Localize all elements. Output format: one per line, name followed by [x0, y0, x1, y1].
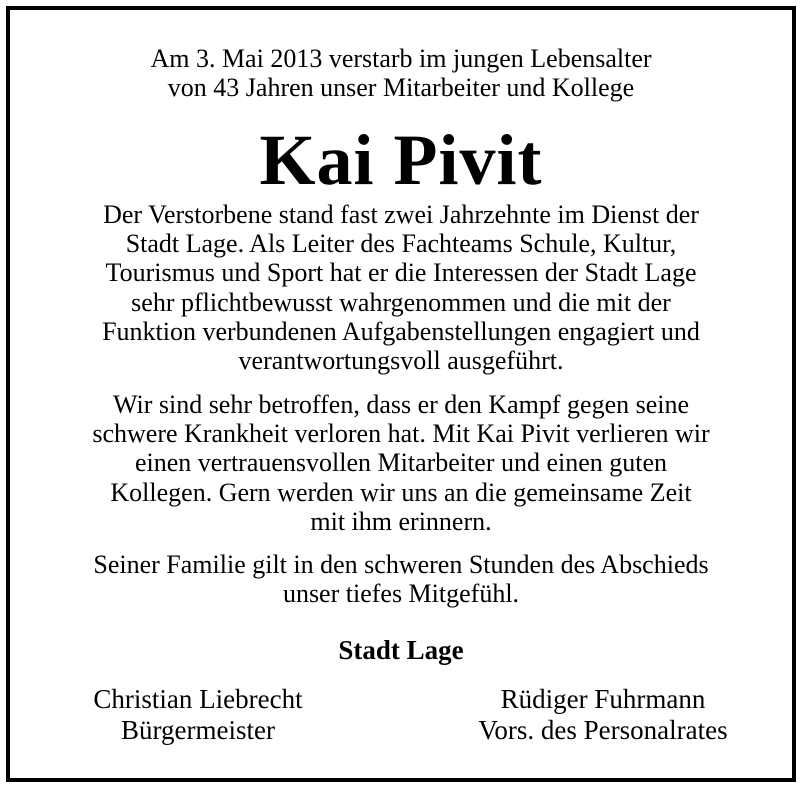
text-line: Seiner Familie gilt in den schweren Stunden des Abschieds [93, 550, 709, 579]
text-line: einen vertrauensvollen Mitarbeiter und einen guten [134, 448, 668, 478]
text-line: Stadt Lage. Als Leiter des Fachteams Schule, Kultur, [125, 229, 677, 259]
text-line: sehr pflichtbewusst wahrgenommen und die mit der [131, 287, 671, 317]
signer-name: Christian Liebrecht [93, 684, 303, 714]
text-line: schwere Krankheit verloren hat. Mit Kai Pivit verlieren wir [92, 419, 710, 449]
paragraph-service [10, 200, 792, 375]
text-line: Der Verstorbene stand fast zwei Jahrzehnte im Dienst der [103, 200, 699, 229]
signer-name: Rüdiger Fuhrmann [500, 684, 706, 714]
signer-title: Vors. des Personalrates [478, 715, 728, 745]
signer-title: Bürgermeister [121, 715, 275, 745]
text-line: verantwortungsvoll ausgeführt. [238, 346, 564, 376]
paragraph-family [10, 550, 792, 608]
text-line: Funktion verbundenen Aufgabenstellungen engagiert und [102, 316, 700, 346]
signer-staff-council [423, 684, 783, 746]
text-line: Tourismus und Sport hat er die Interessen der Stadt Lage [105, 258, 697, 288]
intro-text [10, 44, 792, 102]
paragraph-condolence [10, 390, 792, 536]
intro-line: Am 3. Mai 2013 verstarb im jungen Lebensalter [150, 44, 652, 73]
intro-line: von 43 Jahren unser Mitarbeiter und Kollege [167, 73, 635, 102]
organization-name: Stadt Lage [338, 635, 464, 665]
text-line: mit ihm erinnern. [310, 506, 492, 536]
text-line: Wir sind sehr betroffen, dass er den Kampf gegen seine [112, 390, 690, 419]
text-line: Kollegen. Gern werden wir uns an die gemeinsame Zeit [110, 477, 692, 507]
notice-border-frame [6, 6, 796, 782]
signer-mayor [18, 684, 378, 746]
deceased-name: Kai Pivit [259, 120, 543, 200]
text-line: unser tiefes Mitgefühl. [282, 579, 520, 609]
